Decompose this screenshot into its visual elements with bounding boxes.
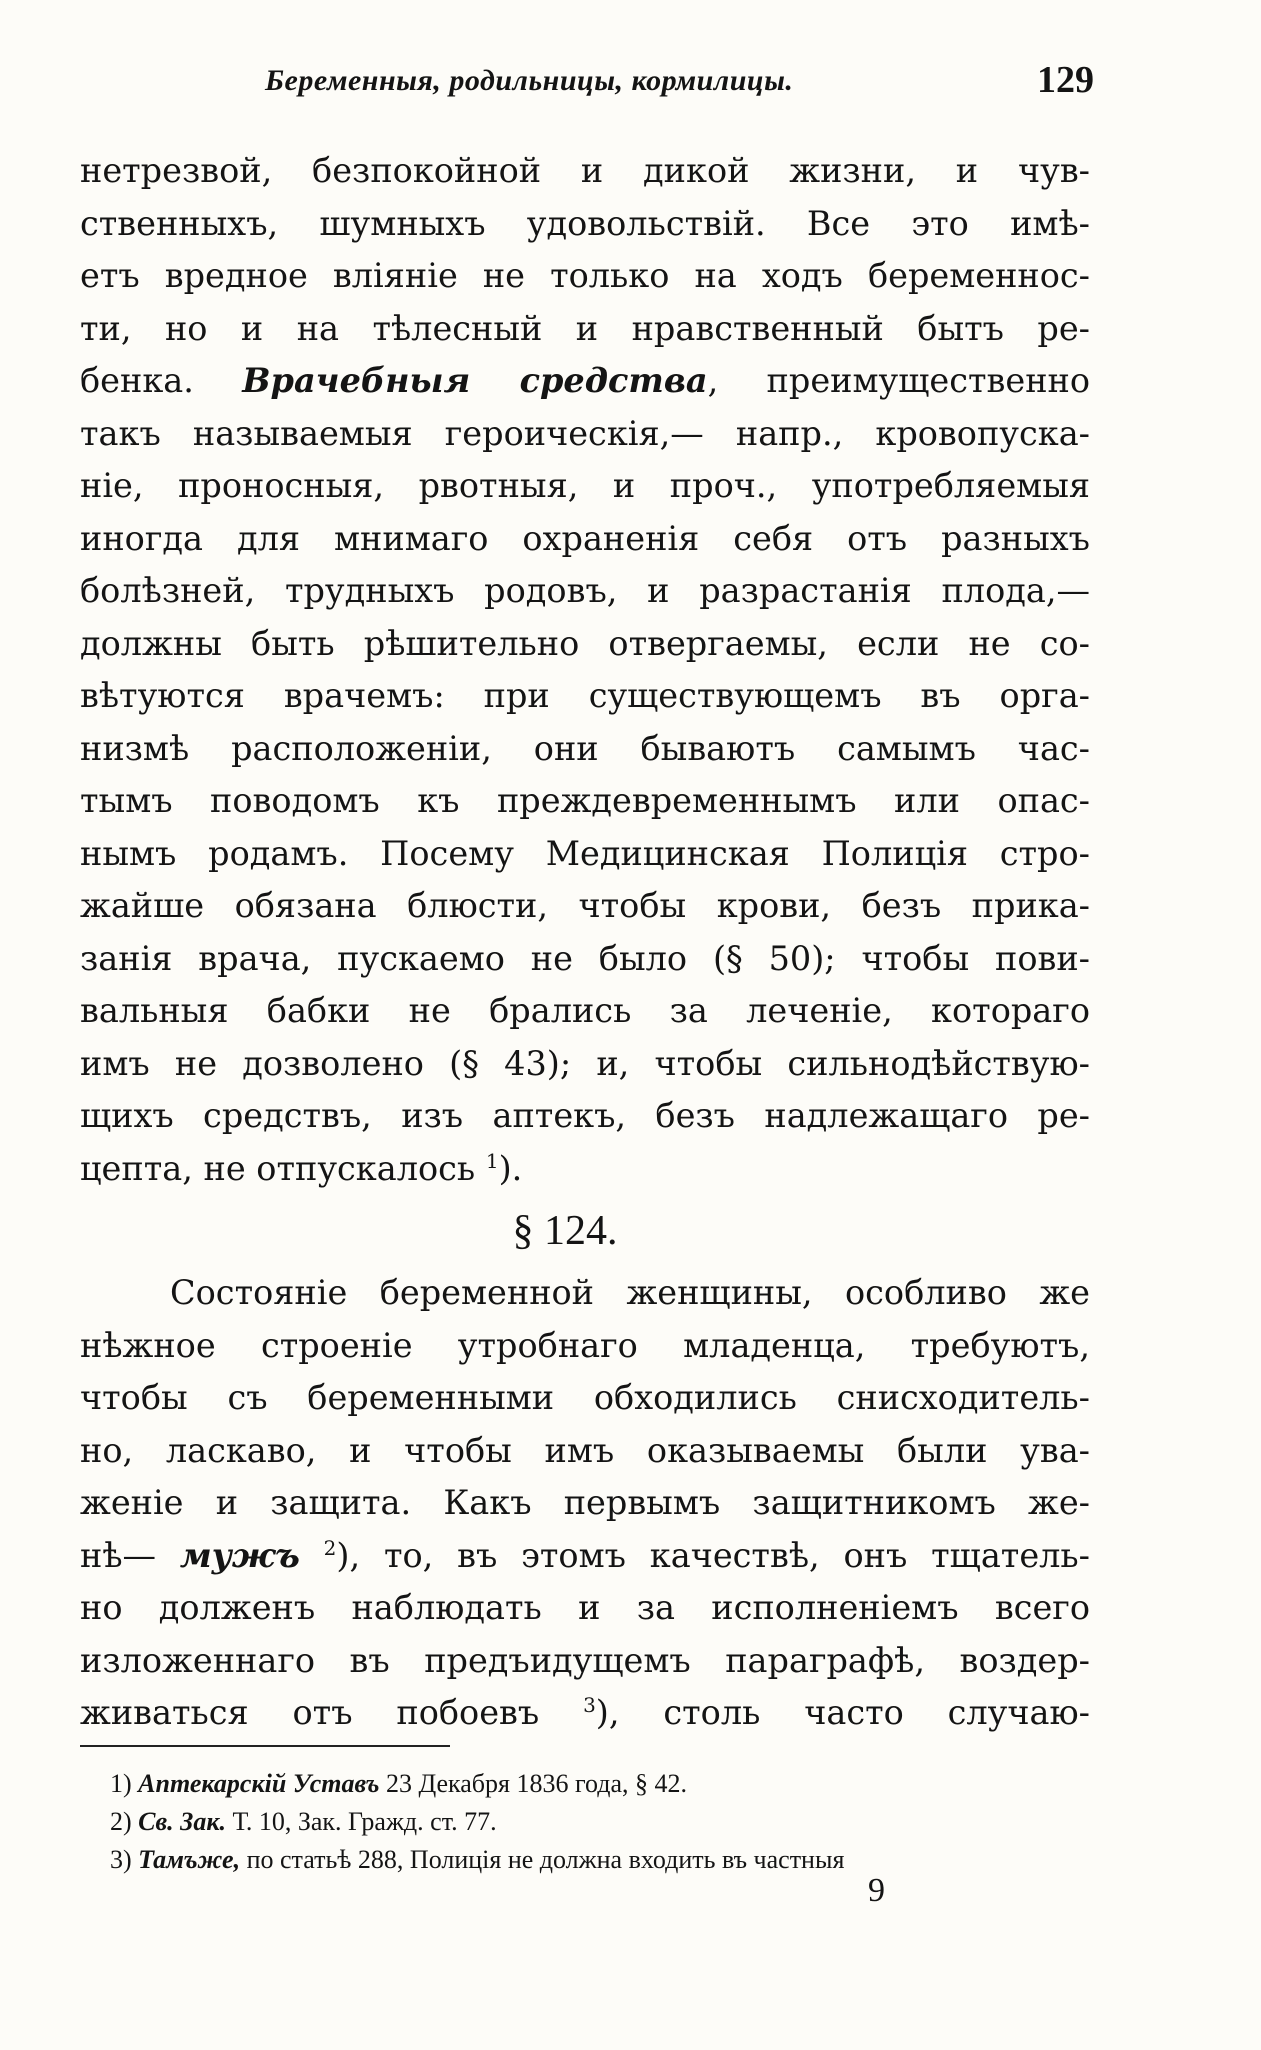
footnote-number: 1) bbox=[110, 1769, 132, 1798]
footnote bbox=[110, 1803, 1110, 1841]
text-line: етъ вредное вліяніе не только на ходъ беременнос- bbox=[80, 256, 1090, 295]
text-line bbox=[80, 1687, 1090, 1740]
text-line: вѣтуются врачемъ: при существующемъ въ орга- bbox=[80, 676, 1090, 715]
main-text bbox=[80, 145, 1090, 1740]
footnote-text: 23 Декабря 1836 года, § 42. bbox=[379, 1769, 688, 1798]
text-line: нѣжное строеніе утробнаго младенца, требуютъ, bbox=[80, 1325, 1090, 1365]
footnotes bbox=[110, 1765, 1110, 1879]
footnote-source: Аптекарскій Уставъ bbox=[138, 1769, 380, 1798]
text-line: ти, но и на тѣлесный и нравственный бытъ ре- bbox=[80, 308, 1090, 348]
text-line: жайше обязана блюсти, чтобы крови, безъ прика- bbox=[80, 886, 1090, 925]
footnote-source: Тамъже, bbox=[138, 1845, 241, 1874]
text-fragment: нѣ— bbox=[80, 1535, 180, 1575]
text-line: тымъ поводомъ къ преждевременнымъ или опас- bbox=[80, 781, 1090, 820]
footnote-number: 3) bbox=[110, 1845, 132, 1874]
footnote-divider bbox=[80, 1745, 450, 1747]
text-fragment: ). bbox=[498, 1148, 523, 1188]
page-number: 129 bbox=[1037, 59, 1094, 101]
text-line: женіе и защита. Какъ первымъ защитникомъ же- bbox=[80, 1483, 1090, 1522]
text-line: изложеннаго въ предъидущемъ параграфѣ, воздер- bbox=[80, 1640, 1090, 1680]
footnote-ref: 3 bbox=[583, 1693, 596, 1717]
text-line: ніе, проносныя, рвотныя, и проч., употребляемыя bbox=[80, 466, 1090, 505]
text-line: чтобы съ беременными обходились снисходитель- bbox=[80, 1378, 1090, 1417]
text-line: но, ласкаво, и чтобы имъ оказываемы были ува- bbox=[80, 1430, 1090, 1470]
running-title: Беременныя, родильницы, кормилицы. bbox=[265, 64, 794, 97]
text-line: имъ не дозволено (§ 43); и, чтобы сильнодѣйствую- bbox=[80, 1043, 1090, 1083]
text-line: Состояніе беременной женщины, особливо же bbox=[170, 1273, 1090, 1312]
footnote-text: по статьѣ 288, Полиція не должна входить въ частныя bbox=[240, 1845, 845, 1874]
text-line bbox=[80, 355, 1090, 408]
text-line: но долженъ наблюдать и за исполненіемъ всего bbox=[80, 1588, 1090, 1627]
text-line: щихъ средствъ, изъ аптекъ, безъ надлежащаго ре- bbox=[80, 1096, 1090, 1135]
footnote bbox=[110, 1841, 1110, 1879]
section-heading: § 124. bbox=[512, 1208, 618, 1254]
text-fragment: цепта, не отпускалось bbox=[80, 1148, 476, 1188]
text-fragment: ), то, въ этомъ качествѣ, онъ тщатель- bbox=[336, 1535, 1090, 1575]
text-fragment: ), столь часто случаю- bbox=[595, 1693, 1090, 1732]
text-line: болѣзней, трудныхъ родовъ, и разрастанія плода,— bbox=[80, 571, 1090, 610]
footnote-source: Св. Зак. bbox=[138, 1807, 227, 1836]
text-line: нымъ родамъ. Посему Медицинская Полиція стро- bbox=[80, 833, 1090, 873]
footnote-ref: 2 bbox=[323, 1535, 337, 1560]
text-fragment: живаться отъ побоевъ bbox=[80, 1693, 540, 1732]
footnote-ref: 1 bbox=[485, 1148, 499, 1173]
signature-mark: 9 bbox=[868, 1872, 885, 1909]
text-line: низмѣ расположеніи, они бываютъ самымъ час- bbox=[80, 728, 1090, 768]
text-line: должны быть рѣшительно отвергаемы, если не со- bbox=[80, 623, 1090, 663]
text-line: ственныхъ, шумныхъ удовольствій. Все это имѣ- bbox=[80, 203, 1090, 243]
text-line: такъ называемыя героическія,— напр., кровопуска- bbox=[80, 413, 1090, 453]
text-line: иногда для мнимаго охраненія себя отъ разныхъ bbox=[80, 518, 1090, 558]
text-line: нетрезвой, безпокойной и дикой жизни, и чув- bbox=[80, 151, 1090, 190]
italic-term: мужъ bbox=[179, 1535, 300, 1575]
text-line bbox=[80, 1143, 1090, 1196]
text-line bbox=[80, 1530, 1090, 1583]
text-fragment: , преимущественно bbox=[707, 361, 1091, 400]
text-fragment: бенка. bbox=[80, 361, 243, 400]
text-line: занія врача, пускаемо не было (§ 50); чтобы пови- bbox=[80, 938, 1090, 978]
footnote-text: Т. 10, Зак. Гражд. ст. 77. bbox=[226, 1807, 497, 1836]
footnote bbox=[110, 1765, 1110, 1803]
italic-term: Врачебныя средства bbox=[242, 361, 708, 400]
text-line: вальныя бабки не брались за леченіе, котораго bbox=[80, 991, 1090, 1030]
footnote-number: 2) bbox=[110, 1807, 132, 1836]
page-header bbox=[80, 58, 1100, 108]
